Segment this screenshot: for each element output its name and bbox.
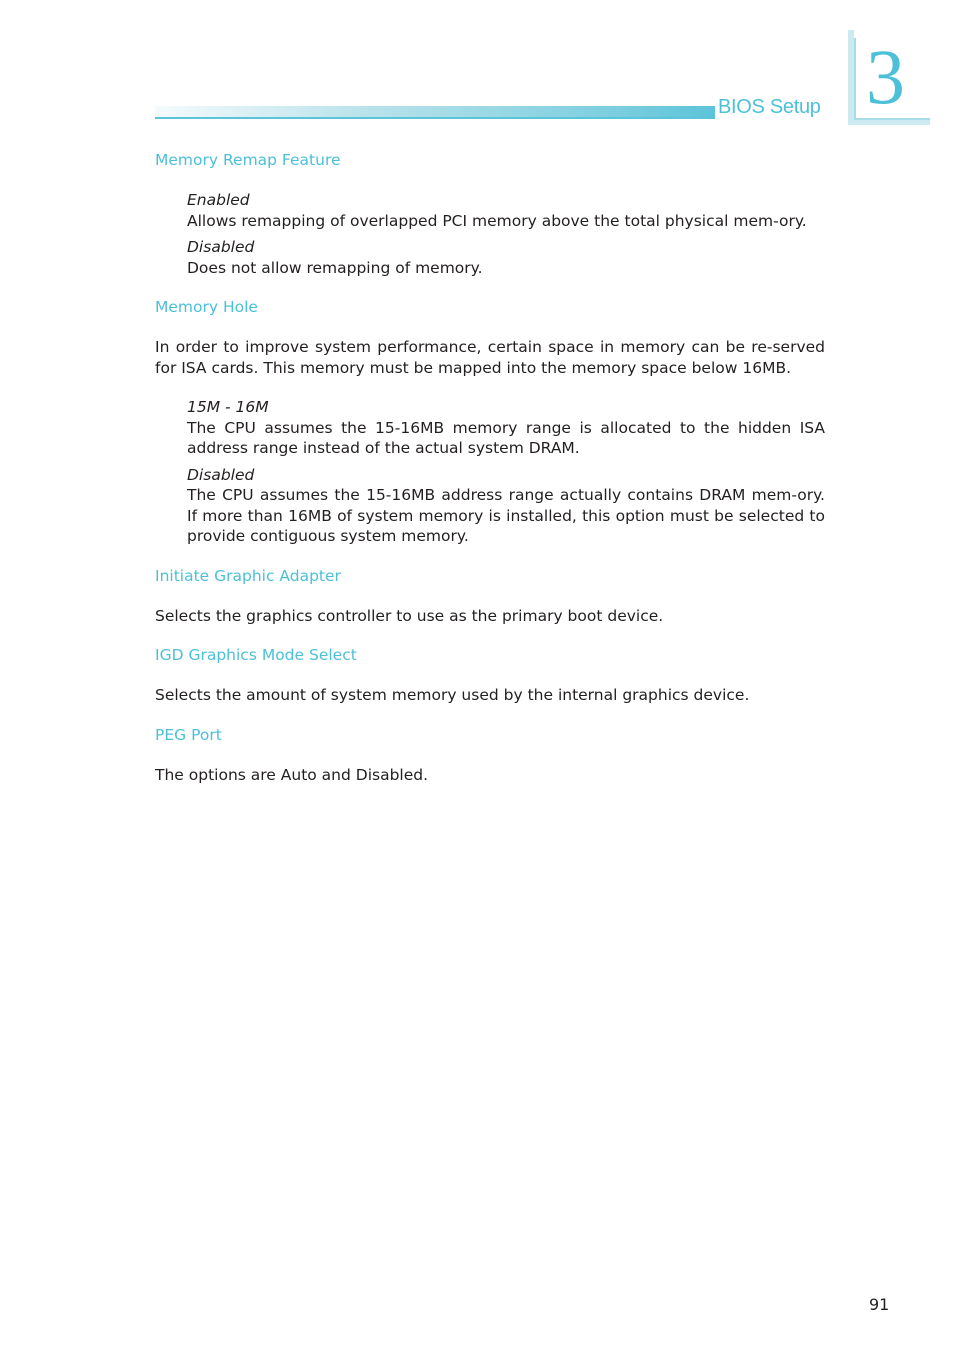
section-text: Selects the amount of system memory used by the internal graphics device. — [155, 686, 750, 704]
header-title: BIOS Setup — [718, 96, 821, 118]
section-text: Selects the graphics controller to use as the primary boot device. — [155, 606, 664, 625]
page-content — [155, 150, 825, 785]
option-name: 15M - 16M — [187, 398, 269, 416]
option-desc: The CPU assumes the 15-16MB address range actually contains DRAM mem-ory. If more than 16MB of system memory is installed, this option must be selected to provide contiguous system memory. — [187, 486, 825, 545]
section-intro: In order to improve system performance, certain space in memory can be re-served for ISA cards. This memory must be mapped into the memory space below 16MB. — [155, 338, 825, 377]
option-name: Disabled — [187, 238, 255, 256]
option-desc: Does not allow remapping of memory. — [187, 258, 483, 277]
chapter-number: 3 — [866, 33, 905, 120]
option-name: Disabled — [187, 465, 255, 484]
page-number: 91 — [869, 1295, 890, 1314]
option-desc: The CPU assumes the 15-16MB memory range is allocated to the hidden ISA address range instead of the actual system DRAM. — [187, 418, 825, 457]
section-heading-igd-graphics-mode: IGD Graphics Mode Select — [155, 646, 357, 664]
header-bar — [155, 106, 715, 117]
option-desc: Allows remapping of overlapped PCI memory above the total physical mem-ory. — [187, 211, 807, 230]
option-name: Enabled — [187, 191, 250, 209]
section-heading-memory-hole: Memory Hole — [155, 298, 258, 316]
section-heading-memory-remap: Memory Remap Feature — [155, 151, 341, 169]
section-heading-peg-port: PEG Port — [155, 725, 222, 744]
section-heading-initiate-graphic-adapter: Initiate Graphic Adapter — [155, 566, 341, 585]
section-text: The options are Auto and Disabled. — [155, 765, 429, 784]
